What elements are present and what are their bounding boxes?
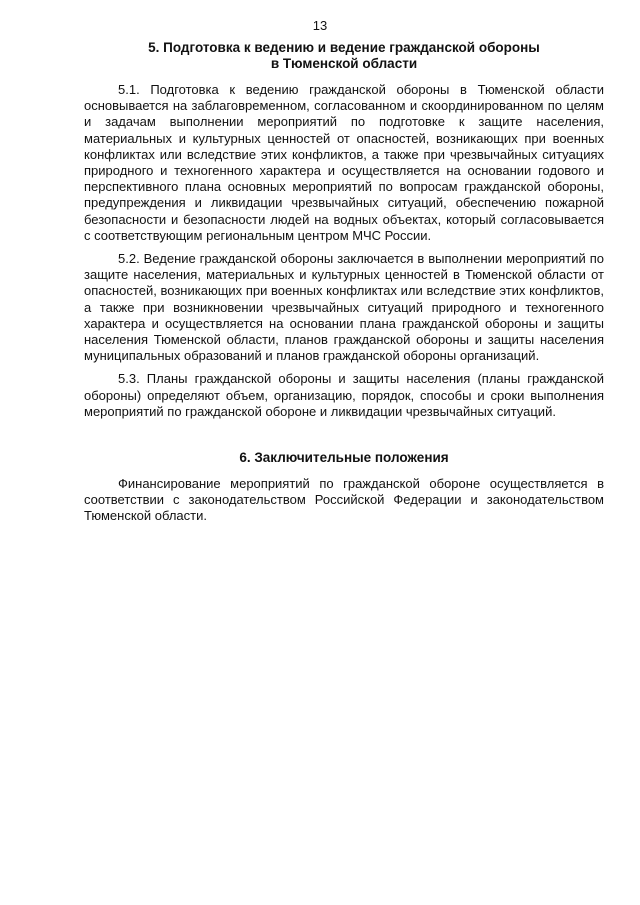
paragraph-5-2: 5.2. Ведение гражданской обороны заключается в выполнении мероприятий по защите населения, материальных и культурных ценностей в Тюменской области от опасностей, возникающих при военных конфликтах или вследствие этих конфликтов, а также при возникновении чрезвычайных ситуаций природного и техногенного характера и осуществляется на основании плана гражданской обороны и защиты населения Тюменской области, планов гражданской обороны и защиты населения муниципальных образований и планов гражданской обороны организаций.	[84, 251, 604, 364]
section-5-heading	[84, 40, 604, 72]
paragraph-5-1: 5.1. Подготовка к ведению гражданской обороны в Тюменской области основывается на заблаговременном, согласованном и скоординированном по целям и задачам выполнении мероприятий по подготовке к защите населения, материальных и культурных ценностей от опасностей, возникающих при военных конфликтах или вследствие этих конфликтов, а также при чрезвычайных ситуациях природного и техногенного характера и осуществляется на основании годового и перспективного плана основных мероприятий по вопросам гражданской обороны, предупреждения и ликвидации чрезвычайных ситуаций, обеспечению пожарной безопасности и безопасности людей на водных объектах, который согласовывается с соответствующим региональным центром МЧС России.	[84, 82, 604, 243]
section-6	[84, 450, 604, 525]
section-5	[84, 40, 604, 420]
document-body	[84, 40, 604, 525]
section-5-heading-line2: в Тюменской области	[270, 56, 418, 71]
section-6-heading: 6. Заключительные положения	[239, 450, 449, 466]
paragraph-5-3: 5.3. Планы гражданской обороны и защиты населения (планы гражданской обороны) определяют объем, организацию, порядок, способы и сроки выполнения мероприятий по гражданской обороне и ликвидации чрезвычайных ситуаций.	[84, 371, 604, 419]
paragraph-6: Финансирование мероприятий по гражданской обороне осуществляется в соответствии с законодательством Российской Федерации и законодательством Тюменской области.	[84, 476, 604, 524]
page-number: 13	[312, 18, 328, 33]
section-5-heading-line1: 5. Подготовка к ведению и ведение гражданской обороны	[148, 40, 540, 55]
